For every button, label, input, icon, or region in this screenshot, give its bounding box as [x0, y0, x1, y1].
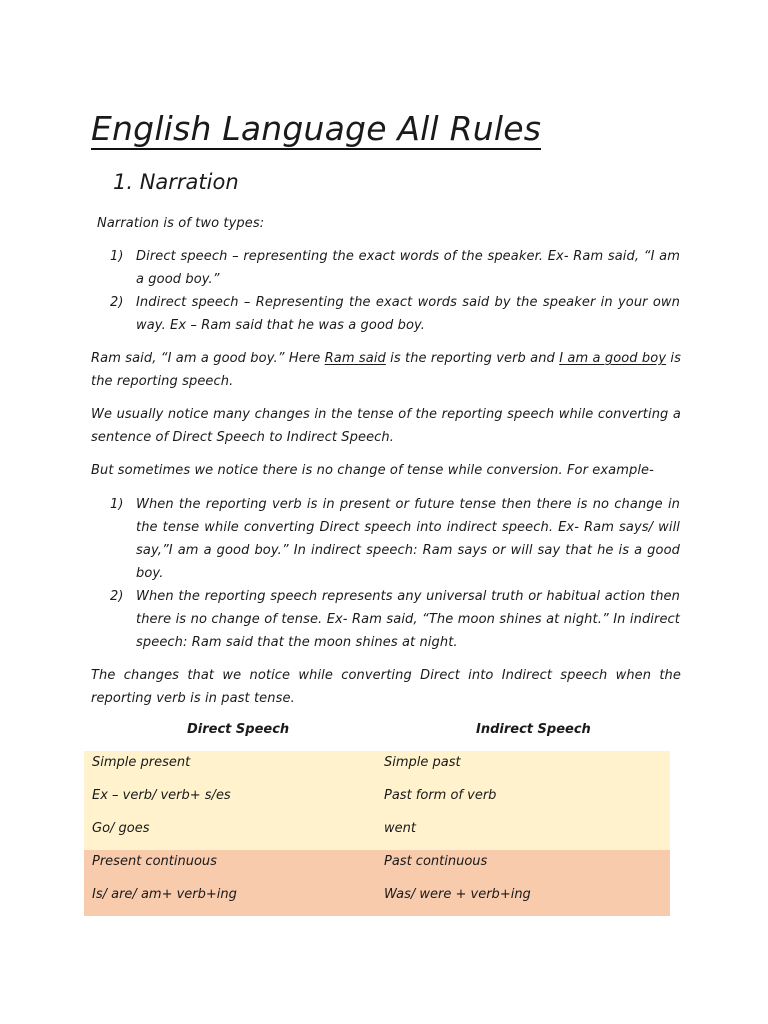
table-cell: Past form of verb: [384, 788, 497, 803]
table-cell: went: [384, 821, 416, 836]
reporting-text: is the reporting speech.: [91, 351, 681, 389]
table-cell: Simple past: [384, 755, 461, 770]
list-number: 1): [110, 497, 124, 512]
speech-table: [84, 751, 670, 916]
section-heading: 1. Narration: [113, 170, 239, 194]
list-item: [110, 493, 680, 585]
list-item: [110, 585, 680, 654]
changes-paragraph: We usually notice many changes in the tense of the reporting speech while converting a sentence of Direct Speech to Indirect Speech.: [91, 407, 681, 445]
reporting-text: Ram said, “I am a good boy.” Here: [91, 351, 325, 366]
table-cell: Ex – verb/ verb+ s/es: [92, 788, 231, 803]
list-number: 2): [110, 295, 124, 310]
reporting-speech-underlined: I am a good boy: [559, 351, 667, 366]
reporting-text: is the reporting verb and: [385, 351, 560, 366]
document-title: English Language All Rules: [91, 109, 542, 148]
no-change-paragraph: But sometimes we notice there is no change of tense while conversion. For example-: [91, 463, 654, 478]
list-text: When the reporting verb is in present or future tense then there is no change in the tense while converting Direct speech into indirect speech. Ex- Ram says/ will say,”I am a good boy.” In indirect speech: Ram says or will say that he is a good boy.: [136, 497, 680, 581]
table-header-indirect: Indirect Speech: [476, 722, 591, 737]
table-cell: Go/ goes: [92, 821, 150, 836]
table-cell: Was/ were + verb+ing: [384, 887, 531, 902]
list-number: 1): [110, 249, 124, 264]
table-cell: Past continuous: [384, 854, 488, 869]
intro-text: Narration is of two types:: [97, 216, 265, 231]
table-header-direct: Direct Speech: [187, 722, 290, 737]
list-text: Direct speech – representing the exact words of the speaker. Ex- Ram said, “I am a good boy.”: [136, 249, 680, 287]
table-row: [84, 850, 670, 883]
list-item: [110, 245, 680, 291]
table-row: [84, 751, 670, 784]
table-row: [84, 784, 670, 817]
table-row: [84, 883, 670, 916]
table-cell: Simple present: [92, 755, 191, 770]
table-group-continuous: [84, 850, 670, 916]
table-group-present: [84, 751, 670, 850]
reporting-verb-underlined: Ram said: [324, 351, 386, 366]
table-cell: Present continuous: [92, 854, 217, 869]
list-number: 2): [110, 589, 124, 604]
reporting-paragraph: [91, 347, 681, 393]
table-intro-paragraph: The changes that we notice while converting Direct into Indirect speech when the reporting verb is in past tense.: [91, 668, 681, 706]
list-text: Indirect speech – Representing the exact words said by the speaker in your own way. Ex – Ram said that he was a good boy.: [136, 295, 680, 333]
list-text: When the reporting speech represents any universal truth or habitual action then there is no change of tense. Ex- Ram said, “The moon shines at night.” In indirect speech: Ram said that the moon shines at night.: [136, 589, 680, 650]
list-item: [110, 291, 680, 337]
table-cell: Is/ are/ am+ verb+ing: [92, 887, 237, 902]
table-row: [84, 817, 670, 850]
